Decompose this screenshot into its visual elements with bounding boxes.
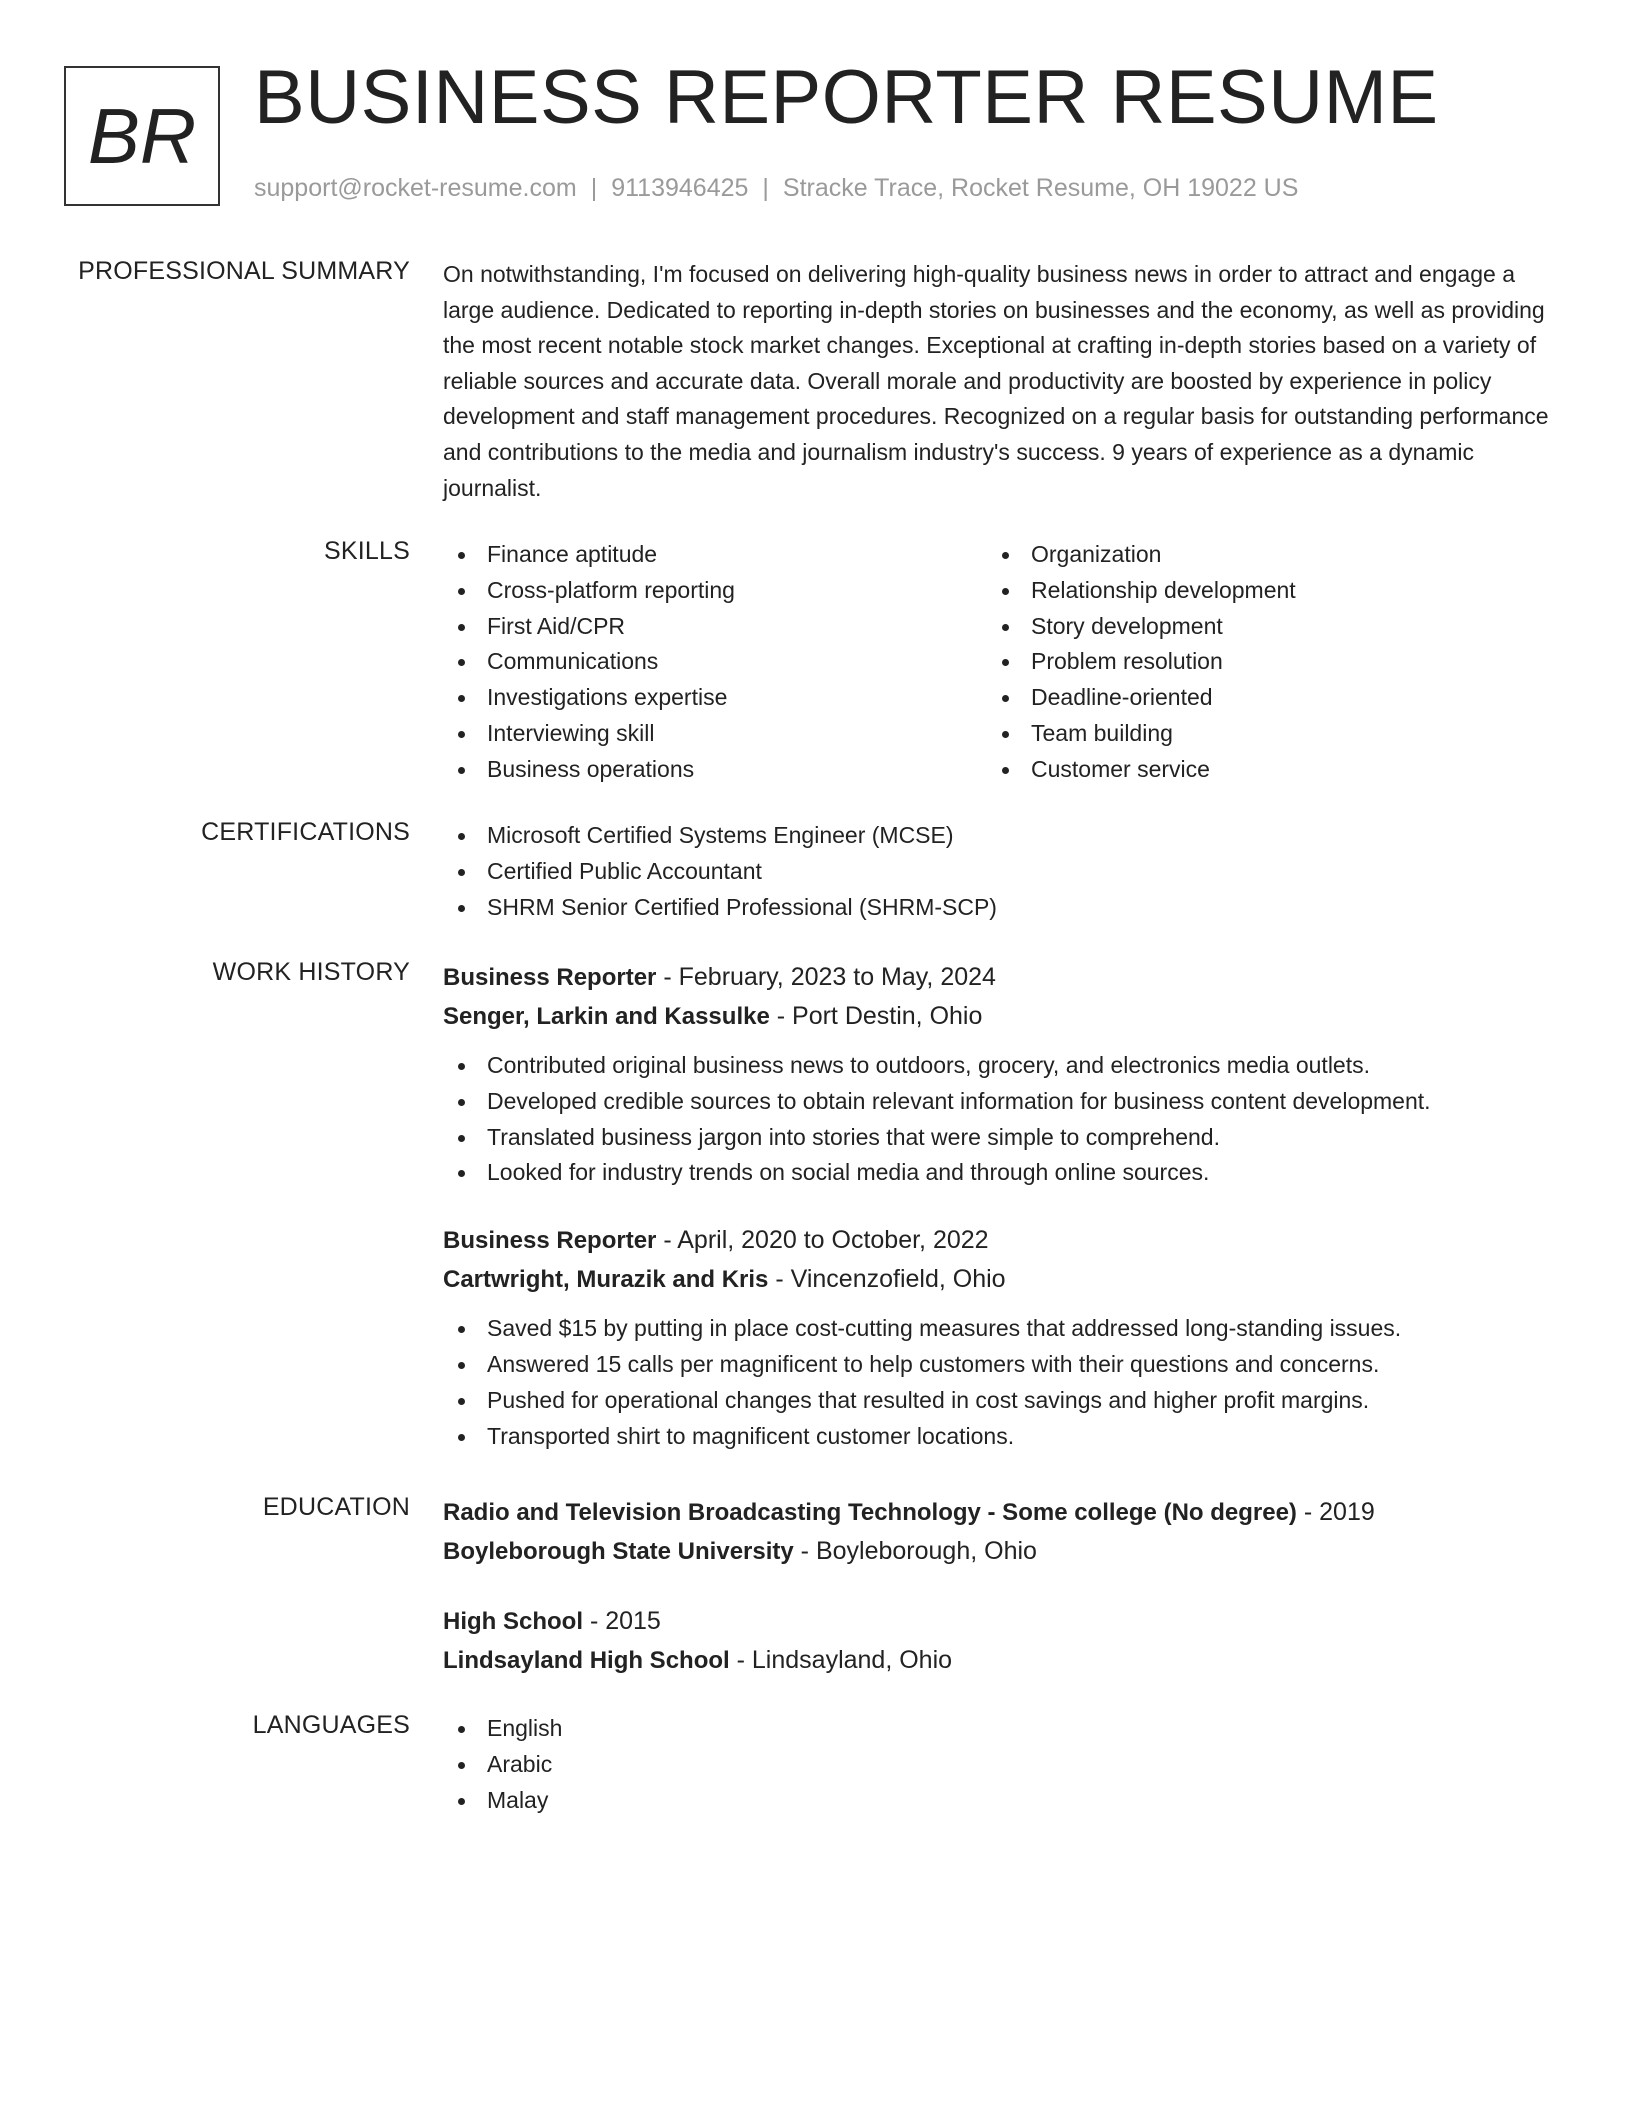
section-label-work: WORK HISTORY <box>212 958 410 986</box>
job-bullets <box>443 1048 1563 1191</box>
section-label-certifications: CERTIFICATIONS <box>201 818 410 846</box>
section-skills <box>0 537 1632 797</box>
education-year: - 2019 <box>1296 1498 1375 1526</box>
language-item: English <box>443 1711 1563 1747</box>
certifications-list <box>443 818 1563 925</box>
job-dates: - February, 2023 to May, 2024 <box>656 963 996 991</box>
skill-item: Interviewing skill <box>443 716 735 752</box>
skill-item: Story development <box>987 609 1296 645</box>
job-bullet: Contributed original business news to outdoors, grocery, and electronics media outlets. <box>443 1048 1563 1084</box>
job-dates: - April, 2020 to October, 2022 <box>656 1226 989 1255</box>
job-bullet: Pushed for operational changes that resulted in cost savings and higher profit margins. <box>443 1383 1563 1419</box>
skill-item: Business operations <box>443 752 735 788</box>
job-title: Business Reporter <box>443 964 657 991</box>
job-bullet: Transported shirt to magnificent customer locations. <box>443 1419 1563 1455</box>
skill-item: Team building <box>987 716 1296 752</box>
summary-text: On notwithstanding, I'm focused on delivering high-quality business news in order to attract and engage a large audience. Dedicated to reporting in-depth stories on businesses and the economy, as well as providing the most recent notable stock market changes. Exceptional at crafting in-depth stories based on a variety of reliable sources and accurate data. Overall morale and productivity are boosted by experience in policy development and staff management procedures. Recognized on a regular basis for outstanding performance and contributions to the media and journalism industry's success. 9 years of experience as a dynamic journalist. <box>443 261 1549 501</box>
skill-item: First Aid/CPR <box>443 609 735 645</box>
education-entry <box>443 1602 1563 1680</box>
language-item: Malay <box>443 1783 1563 1819</box>
job-title-line <box>443 958 1563 997</box>
education-location: - Lindsayland, Ohio <box>729 1646 953 1674</box>
job-bullet: Saved $15 by putting in place cost-cutting measures that addressed long-standing issues. <box>443 1311 1563 1347</box>
job-company: Cartwright, Murazik and Kris <box>443 1266 769 1294</box>
job-company-line <box>443 997 1563 1036</box>
section-label-languages: LANGUAGES <box>252 1711 410 1739</box>
education-degree-line <box>443 1602 1563 1641</box>
education-degree: High School <box>443 1608 583 1635</box>
job-entry <box>443 958 1563 1191</box>
contact-email: support@rocket-resume.com <box>254 174 577 202</box>
education-school-line <box>443 1532 1563 1571</box>
job-bullet: Looked for industry trends on social media and through online sources. <box>443 1155 1563 1191</box>
job-bullet: Answered 15 calls per magnificent to help customers with their questions and concerns. <box>443 1347 1563 1383</box>
skills-list-left <box>443 537 735 788</box>
skills-list-right <box>987 537 1296 788</box>
job-title: Business Reporter <box>443 1227 657 1255</box>
skill-item: Investigations expertise <box>443 680 735 716</box>
education-school-line <box>443 1641 1563 1680</box>
certification-item: SHRM Senior Certified Professional (SHRM-SCP) <box>443 890 1563 926</box>
education-school: Boyleborough State University <box>443 1538 794 1565</box>
contact-phone: 9113946425 <box>611 174 749 202</box>
section-label-education: EDUCATION <box>262 1493 410 1521</box>
languages-list <box>443 1711 1563 1818</box>
certification-item: Microsoft Certified Systems Engineer (MCSE) <box>443 818 1563 854</box>
job-company: Senger, Larkin and Kassulke <box>443 1003 770 1030</box>
certification-item: Certified Public Accountant <box>443 854 1563 890</box>
job-company-line <box>443 1260 1563 1299</box>
job-location: - Vincenzofield, Ohio <box>768 1265 1006 1294</box>
skill-item: Customer service <box>987 752 1296 788</box>
skill-item: Cross-platform reporting <box>443 573 735 609</box>
resume-title: BUSINESS REPORTER RESUME <box>254 55 1439 140</box>
skill-item: Problem resolution <box>987 644 1296 680</box>
skill-item: Deadline-oriented <box>987 680 1296 716</box>
education-school: Lindsayland High School <box>443 1647 730 1674</box>
education-location: - Boyleborough, Ohio <box>793 1537 1037 1565</box>
job-bullet: Developed credible sources to obtain relevant information for business content development. <box>443 1084 1563 1120</box>
education-degree-line <box>443 1493 1563 1532</box>
job-bullet: Translated business jargon into stories that were simple to comprehend. <box>443 1120 1563 1156</box>
job-title-line <box>443 1221 1563 1260</box>
education-year: - 2015 <box>583 1607 661 1635</box>
monogram-badge: BR <box>64 66 220 206</box>
skill-item: Finance aptitude <box>443 537 735 573</box>
skill-item: Relationship development <box>987 573 1296 609</box>
skill-item: Communications <box>443 644 735 680</box>
education-entry <box>443 1493 1563 1571</box>
contact-address: Stracke Trace, Rocket Resume, OH 19022 US <box>782 174 1299 202</box>
contact-separator: | <box>762 174 769 202</box>
job-bullets <box>443 1311 1563 1454</box>
job-location: - Port Destin, Ohio <box>769 1002 983 1030</box>
contact-separator: | <box>590 174 598 202</box>
job-entry <box>443 1221 1563 1454</box>
contact-line <box>254 174 1298 203</box>
section-label-skills: SKILLS <box>324 537 410 565</box>
language-item: Arabic <box>443 1747 1563 1783</box>
skill-item: Organization <box>987 537 1296 573</box>
section-label-summary: PROFESSIONAL SUMMARY <box>78 257 410 285</box>
education-degree: Radio and Television Broadcasting Technology - Some college (No degree) <box>443 1499 1297 1526</box>
